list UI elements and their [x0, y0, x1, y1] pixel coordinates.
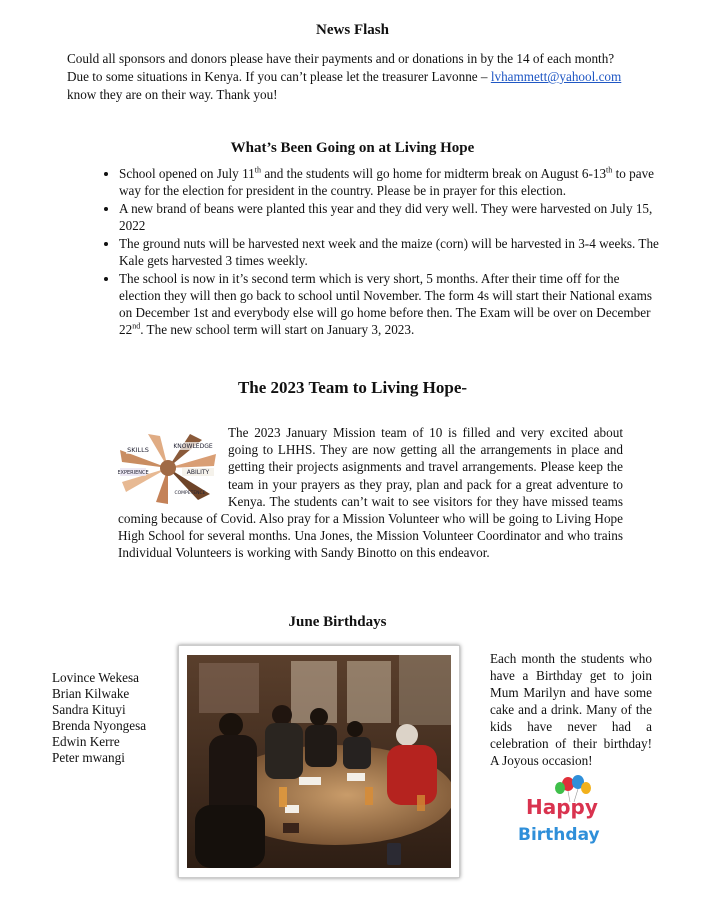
june-birthdays-heading: June Birthdays [288, 614, 387, 630]
happy-birthday-graphic [516, 772, 614, 850]
team-paragraph: The 2023 January Mission team of 10 is filled and very excited about going to LHHS. They are now getting all the arrangements in place and getting their projects asignments and travel arrangements. Please keep the team in your prayers as they pray, plan and pack for a great adventure to Kenya. The students can’t wait to see visitors for they have missed teams coming because of Covid. Also pray for a Mission Volunteer who will be going to Living Hope High School for several months. Una Jones, the Mission Volunteer Coordinator and who trains Individual Volunteers is working with Sandy Binotto on this endeavor. [118, 425, 623, 561]
ordinal-suffix: th [606, 165, 613, 175]
birthday-party-photo [187, 655, 451, 868]
happy-word: Happy [526, 795, 598, 819]
treasurer-email-link[interactable]: lvhammett@yahool.com [490, 69, 622, 84]
balloon-icon [581, 782, 591, 794]
skills-hands-image [118, 432, 218, 504]
knowledge-word: KNOWLEDGE [173, 443, 213, 450]
ordinal-suffix: nd [132, 321, 141, 331]
team-2023-heading: The 2023 Team to Living Hope- [237, 378, 468, 397]
news-text-start: Could all sponsors and donors please have their payments and or donations in by the 14 of each month? Due to some situations in Kenya. If you can’t please let the treasurer Lavonne – [67, 51, 615, 84]
item-text: The school is now in it’s second term which is very short, 5 months. After their time off for the election they will then go back to school until November. The form 4s will start their National exams on December 1st and everybody else will go home before then. The Exam will be over on December 22 [119, 271, 652, 337]
item-text: to pave way for the election for president in the country. Please be in prayer for this election. [119, 166, 655, 198]
ability-word: ABILITY [186, 469, 210, 476]
list-item [119, 235, 659, 269]
experience-word: EXPERIENCE [118, 470, 149, 476]
list-item [119, 270, 659, 338]
list-item: Peter mwangi [52, 750, 125, 765]
item-text: . The new school term will start on January 3, 2023. [140, 322, 415, 337]
list-item: Sandra Kituyi [52, 702, 126, 717]
list-item [119, 200, 659, 234]
item-text: A new brand of beans were planted this year and they did very well. They were harvested on July 15, 2022 [119, 201, 653, 233]
list-item: Edwin Kerre [52, 734, 120, 749]
birthday-description: Each month the students who have a Birthday get to join Mum Marilyn and have some cake and a drink. Many of the kids have never had a celebration of their birthday! A Joyous occasion! [490, 651, 652, 768]
skills-word: SKILLS [127, 446, 149, 454]
living-hope-update-heading: What’s Been Going on at Living Hope [230, 140, 475, 156]
update-list [87, 165, 659, 339]
list-item: Brenda Nyongesa [52, 718, 147, 733]
balloon-icon [555, 782, 565, 794]
list-item: Brian Kilwake [52, 686, 130, 701]
news-text-end: know they are on their way. Thank you! [67, 87, 278, 102]
team-section [118, 424, 623, 562]
news-flash-heading: News Flash [316, 22, 389, 38]
item-text: The ground nuts will be harvested next week and the maize (corn) will be harvested in 3-4 weeks. The Kale gets harvested 3 times weekly. [119, 236, 659, 268]
birthday-word: Birthday [518, 825, 600, 845]
list-item [119, 165, 659, 199]
list-item: Lovince Wekesa [52, 670, 139, 685]
competence-word: COMPETENCE [174, 491, 206, 496]
item-text: School opened on July 11 [119, 166, 255, 181]
news-flash-paragraph [67, 50, 623, 104]
birthday-names-list [52, 670, 146, 766]
item-text: and the students will go home for midterm break on August 6-13 [261, 166, 607, 181]
ordinal-suffix: th [254, 165, 262, 175]
birthday-photo-frame [178, 645, 460, 878]
